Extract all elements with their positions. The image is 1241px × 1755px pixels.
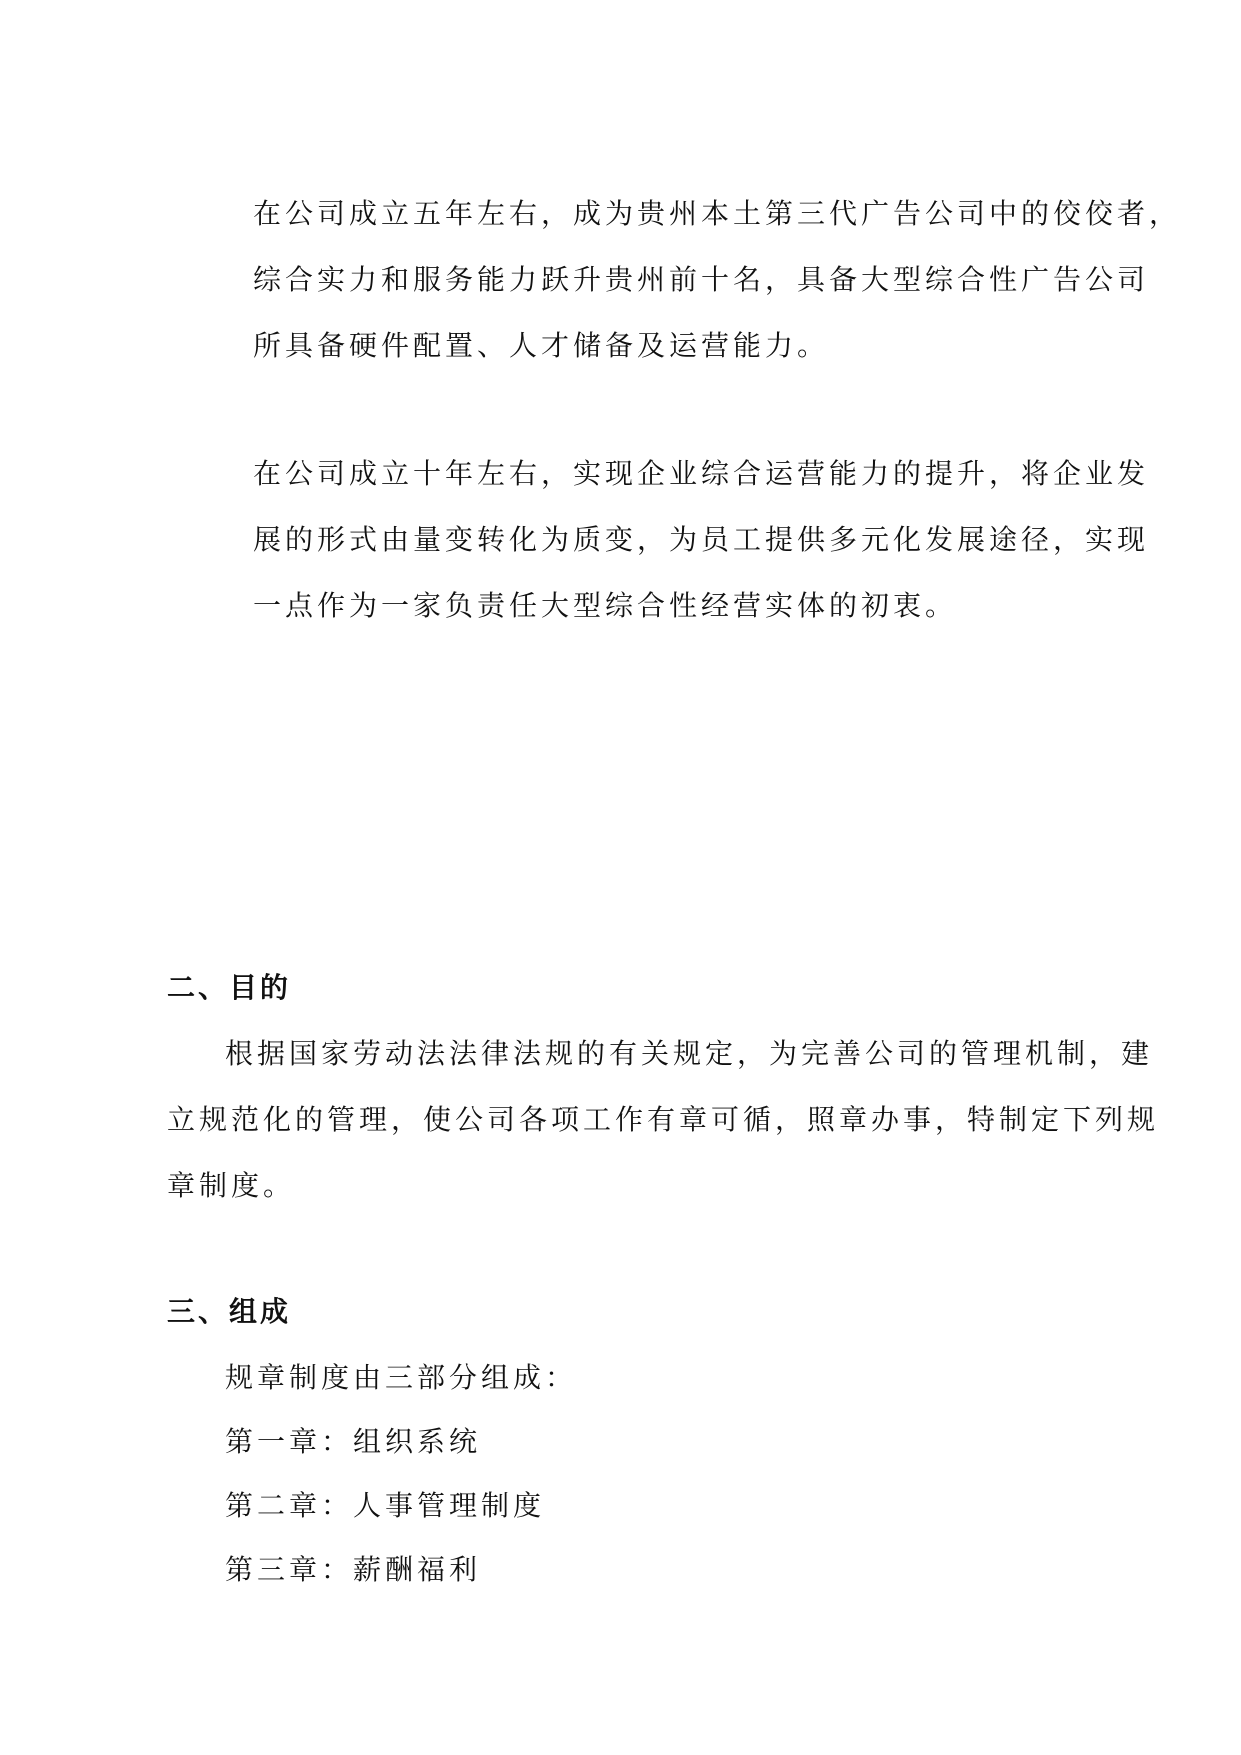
paragraph-line: 立规范化的管理，使公司各项工作有章可循，照章办事，特制定下列规: [167, 1103, 1160, 1136]
paragraph-line: 所具备硬件配置、人才储备及运营能力。: [253, 329, 830, 362]
chapter-item: 第三章：薪酬福利: [225, 1553, 482, 1586]
chapter-item: 第一章：组织系统: [225, 1425, 482, 1458]
chapter-item: 第二章：人事管理制度: [225, 1489, 546, 1522]
section-heading-purpose: 二、目的: [167, 971, 292, 1004]
section-heading-composition: 三、组成: [167, 1295, 292, 1328]
paragraph-line: 一点作为一家负责任大型综合性经营实体的初衷。: [253, 589, 958, 622]
paragraph-line: 章制度。: [167, 1169, 296, 1202]
paragraph-line: 在公司成立十年左右，实现企业综合运营能力的提升，将企业发: [253, 457, 1150, 490]
paragraph-line: 综合实力和服务能力跃升贵州前十名，具备大型综合性广告公司: [253, 263, 1150, 296]
paragraph-line: 在公司成立五年左右，成为贵州本土第三代广告公司中的佼佼者，: [253, 197, 1182, 230]
paragraph-line: 根据国家劳动法法律法规的有关规定，为完善公司的管理机制，建: [225, 1037, 1154, 1070]
composition-intro: 规章制度由三部分组成：: [225, 1361, 578, 1394]
paragraph-line: 展的形式由量变转化为质变，为员工提供多元化发展途径，实现: [253, 523, 1150, 556]
